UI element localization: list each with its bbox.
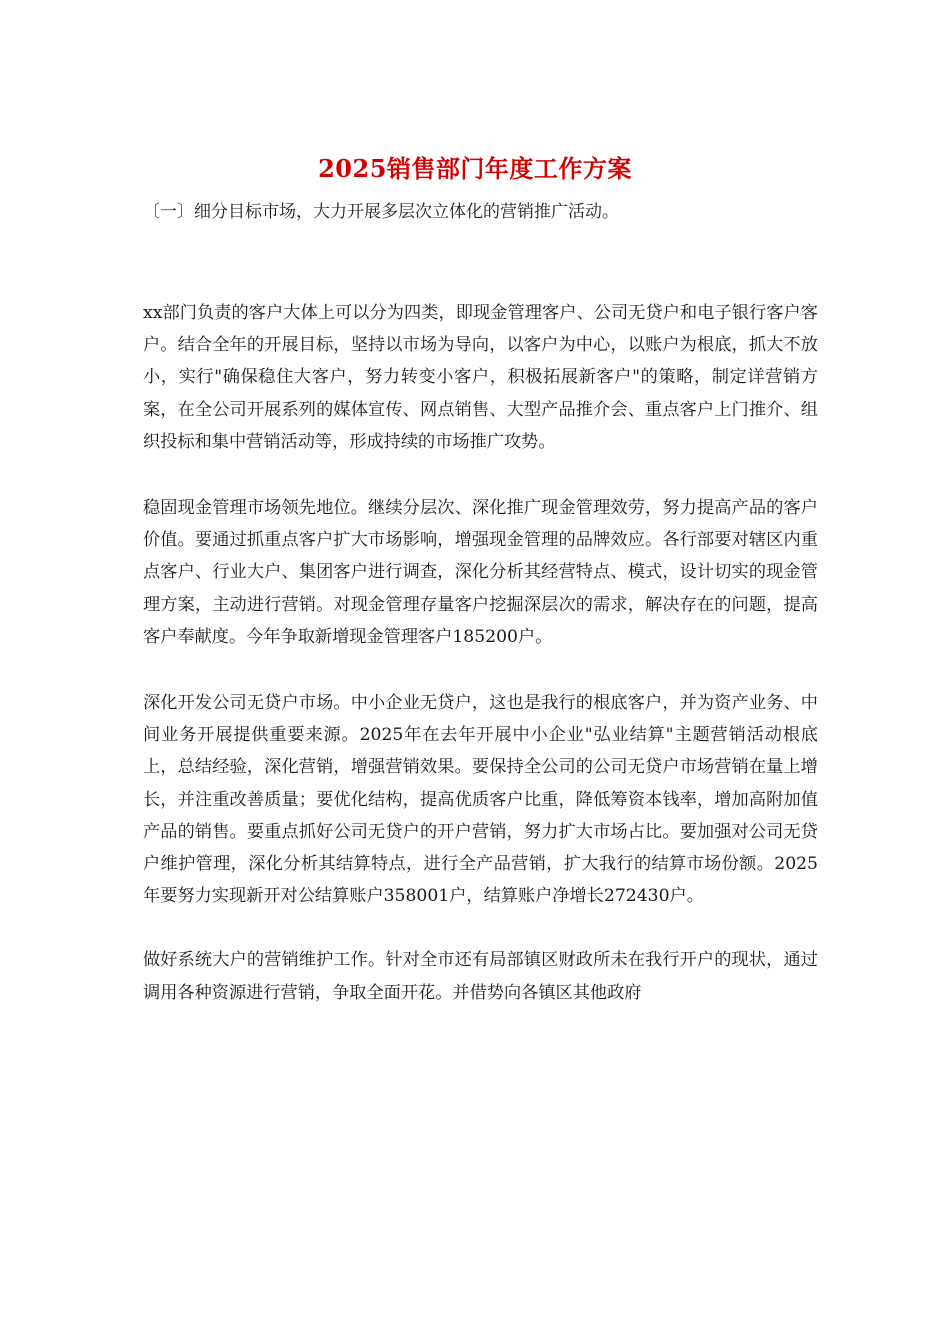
paragraph-customer-types: xx部门负责的客户大体上可以分为四类，即现金管理客户、公司无贷户和电子银行客户客户。结合全年的开展目标，坚持以市场为导向，以客户为中心，以账户为根底，抓大不放小，实行"确保稳住大客户，努力转变小客户，积极拓展新客户"的策略，制定详营销方案，在全公司开展系列的媒体宣传、网点销售、大型产品推介会、重点客户上门推介、组织投标和集中营销活动等，形成持续的市场推广攻势。 [143, 303, 818, 452]
paragraph-system-accounts: 做好系统大户的营销维护工作。针对全市还有局部镇区财政所未在我行开户的现状，通过调用各种资源进行营销，争取全面开花。并借势向各镇区其他政府 [143, 950, 818, 1003]
document-title: 2025销售部门年度工作方案 [318, 154, 632, 183]
document-body [143, 297, 818, 1043]
section-heading: 〔一〕细分目标市场，大力开展多层次立体化的营销推广活动。 [143, 202, 619, 222]
paragraph-cash-management: 稳固现金管理市场领先地位。继续分层次、深化推广现金管理效劳，努力提高产品的客户价值。要通过抓重点客户扩大市场影响，增强现金管理的品牌效应。各行部要对辖区内重点客户、行业大户、集团客户进行调查，深化分析其经营特点、模式，设计切实的现金管理方案，主动进行营销。对现金管理存量客户挖掘深层次的需求，解决存在的问题，提高客户奉献度。今年争取新增现金管理客户185200户。 [143, 498, 818, 647]
paragraph-no-loan-accounts: 深化开发公司无贷户市场。中小企业无贷户，这也是我行的根底客户，并为资产业务、中间业务开展提供重要来源。2025年在去年开展中小企业"弘业结算"主题营销活动根底上，总结经验，深化营销，增强营销效果。要保持全公司的公司无贷户市场营销在量上增长，并注重改善质量；要优化结构，提高优质客户比重，降低筹资本钱率，增加高附加值产品的销售。要重点抓好公司无贷户的开户营销，努力扩大市场占比。要加强对公司无贷户维护管理，深化分析其结算特点，进行全产品营销，扩大我行的结算市场份额。2025年要努力实现新开对公结算账户358001户，结算账户净增长272430户。 [143, 693, 818, 907]
